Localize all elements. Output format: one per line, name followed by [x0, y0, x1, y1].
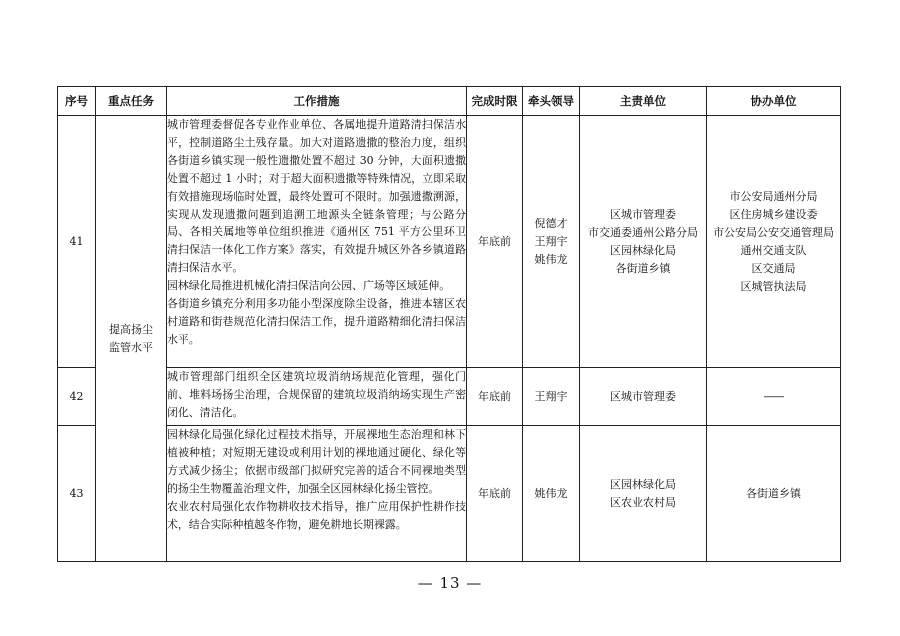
measure-paragraph: 园林绿化局强化绿化过程技术指导，开展裸地生态治理和林下植被种植；对短期无建设或利用计划的裸地通过硬化、绿化等方式减少扬尘；依据市级部门拟研究完善的适合不同裸地类型的扬尘生物覆盖治理文件，加强全区园林绿化扬尘管控。 [167, 428, 466, 495]
measures-table [57, 86, 841, 562]
row-leaders [523, 116, 580, 368]
measure-paragraph: 城市管理委督促各专业作业单位、各属地提升道路清扫保洁水平，控制道路尘土残存量。加大对道路遗撒的整治力度，组织各街道乡镇实现一般性遗撒处置不超过 30 分钟，大面积遗撒处置不超过 1 小时；对于超大面积遗撒等特殊情况，立即采取有效措施现场临时处置，最终处置可不限时。加强遗撒溯源，实现从发现遗撒问题到追溯工地源头全链条管理；与公路分局、各相关属地等单位组织推进《通州区 751 平方公里环卫清扫保洁一体化工作方案》落实，有效提升城区外各乡镇道路清扫保洁水平。 [167, 118, 466, 275]
leader-name: 姚伟龙 [534, 252, 568, 266]
header-leader: 牵头领导 [523, 87, 580, 116]
row-measures [167, 426, 467, 562]
task-line: 监管水平 [109, 340, 153, 354]
row-seq: 43 [58, 426, 96, 562]
main-unit: 区农业农村局 [610, 495, 676, 509]
measure-paragraph: 城市管理部门组织全区建筑垃圾消纳场规范化管理，强化门前、堆料场扬尘治理，合规保留的建筑垃圾消纳场实现生产密闭化、清洁化。 [167, 370, 466, 419]
leader-name: 王翔宇 [534, 389, 568, 403]
row-assist-units [707, 426, 841, 562]
page-number: — 13 — [417, 574, 483, 592]
assist-unit: 市公安局公安交通管理局 [713, 225, 834, 239]
row-main-units [580, 426, 707, 562]
assist-unit: 市公安局通州分局 [729, 189, 818, 203]
table-row [58, 368, 841, 426]
main-unit: 区城市管理委 [610, 389, 676, 403]
leader-name: 倪德才 [534, 216, 568, 230]
main-unit: 区园林绿化局 [610, 243, 676, 257]
header-main-unit: 主责单位 [580, 87, 707, 116]
header-seq: 序号 [58, 87, 96, 116]
row-leaders [523, 368, 580, 426]
row-seq: 41 [58, 116, 96, 368]
row-main-units [580, 368, 707, 426]
measure-paragraph: 农业农村局强化农作物耕收技术指导，推广应用保护性耕作技术，结合实际种植越冬作物，避免耕地长期裸露。 [167, 499, 466, 531]
leader-name: 姚伟龙 [534, 486, 568, 500]
assist-unit: 区交通局 [751, 261, 796, 275]
assist-unit: 通州交通支队 [740, 243, 807, 257]
row-task [96, 116, 167, 562]
row-measures [167, 116, 467, 368]
row-leaders [523, 426, 580, 562]
row-main-units [580, 116, 707, 368]
row-deadline: 年底前 [467, 368, 523, 426]
main-unit: 区城市管理委 [610, 207, 676, 221]
assist-unit: 区城管执法局 [740, 279, 807, 293]
header-assist-unit: 协办单位 [707, 87, 841, 116]
header-task: 重点任务 [96, 87, 167, 116]
assist-unit: 各街道乡镇 [746, 486, 801, 500]
main-unit: 区园林绿化局 [610, 477, 676, 491]
row-deadline: 年底前 [467, 116, 523, 368]
measure-paragraph: 各街道乡镇充分利用多功能小型深度除尘设备，推进本辖区农村道路和街巷规范化清扫保洁工作，提升道路精细化清扫保洁水平。 [167, 297, 466, 346]
header-deadline: 完成时限 [467, 87, 523, 116]
assist-unit: —— [763, 389, 784, 403]
row-assist-units [707, 116, 841, 368]
leader-name: 王翔宇 [534, 234, 568, 248]
row-deadline: 年底前 [467, 426, 523, 562]
header-measures: 工作措施 [167, 87, 467, 116]
row-assist-units [707, 368, 841, 426]
task-line: 提高扬尘 [109, 322, 153, 336]
table-row [58, 116, 841, 368]
row-measures [167, 368, 467, 426]
row-seq: 42 [58, 368, 96, 426]
table-row [58, 426, 841, 562]
header-row [58, 87, 841, 116]
assist-unit: 区住房城乡建设委 [729, 207, 818, 221]
main-unit: 市交通委通州公路分局 [588, 225, 698, 239]
measure-paragraph: 园林绿化局推进机械化清扫保洁向公园、广场等区域延伸。 [167, 279, 451, 293]
main-unit: 各街道乡镇 [615, 261, 671, 275]
